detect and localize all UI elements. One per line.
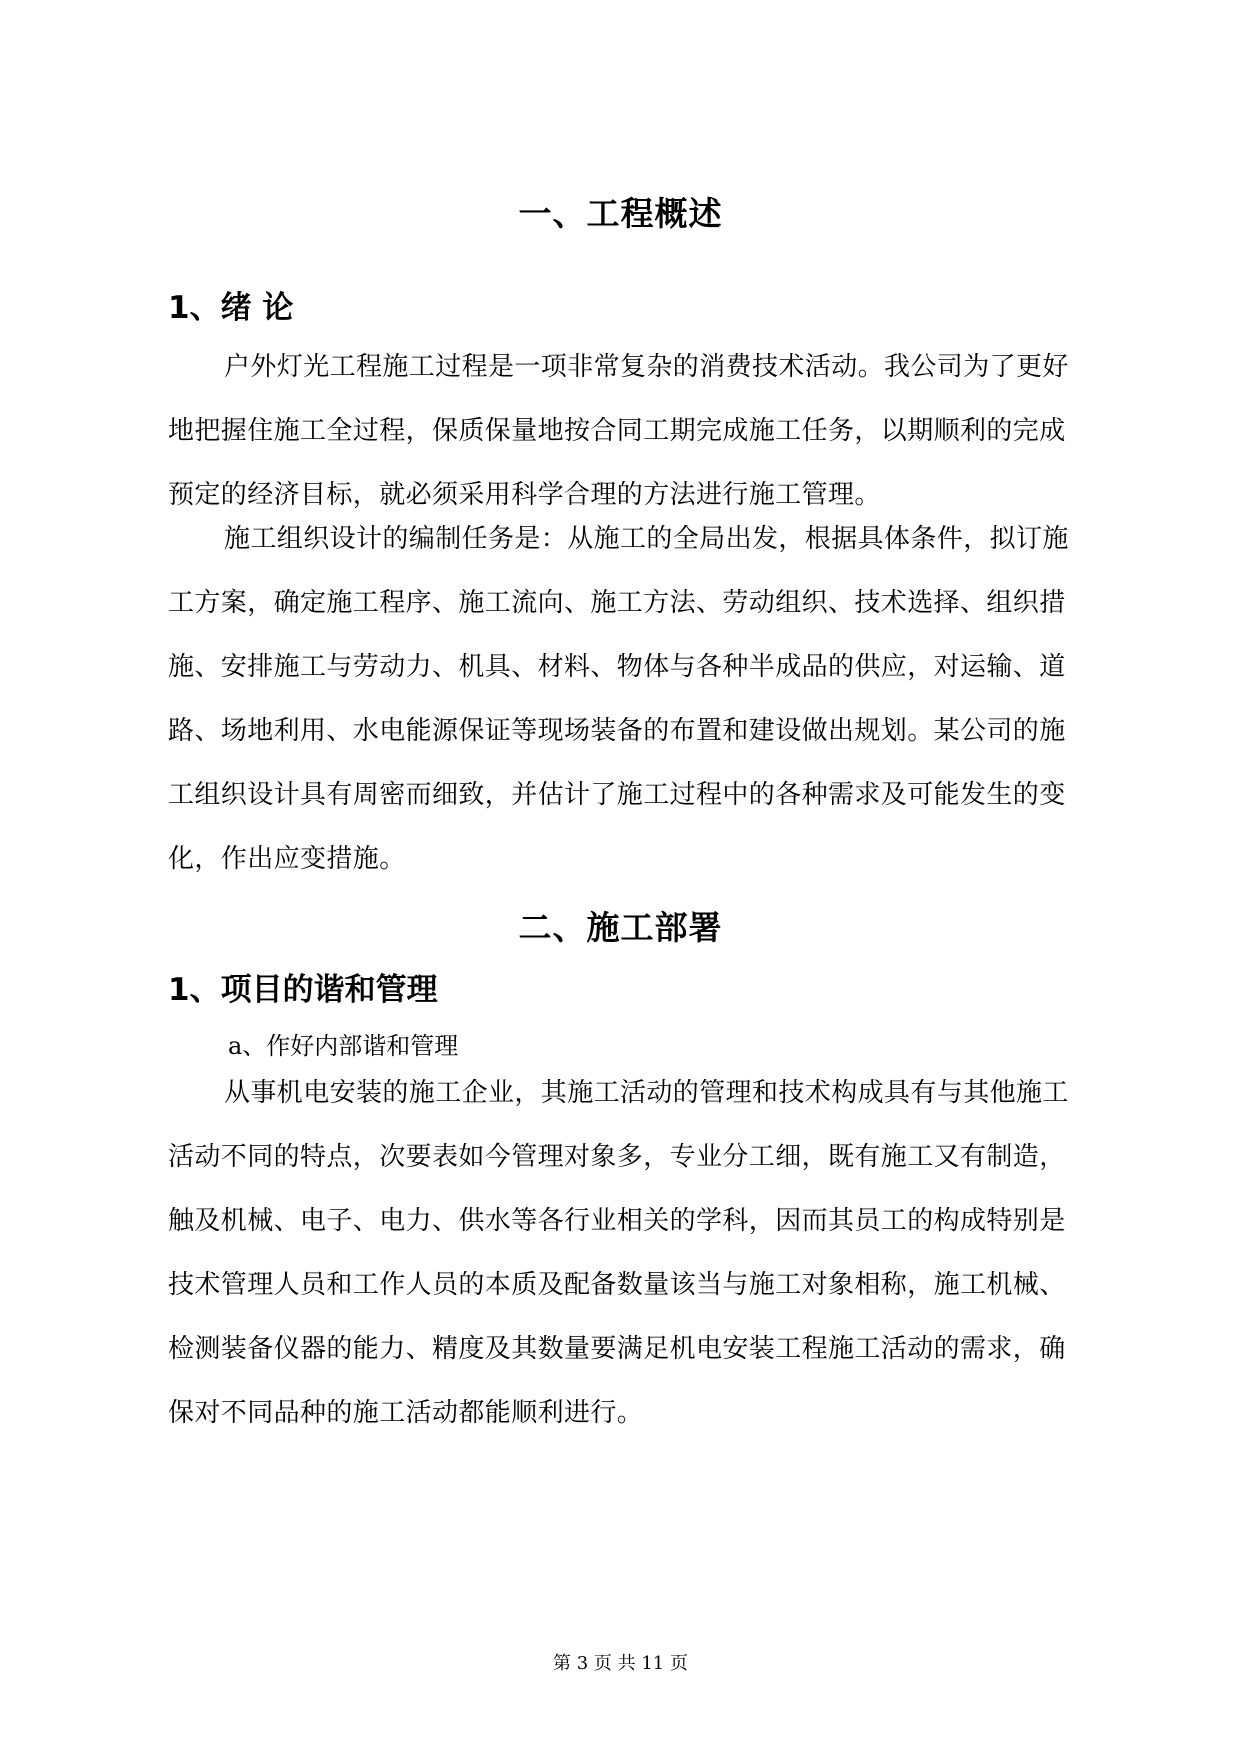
section-1-subsection-title: 1、绪 论 <box>168 290 294 326</box>
section-1-paragraph-1: 户外灯光工程施工过程是一项非常复杂的消费技术活动。我公司为了更好地把握住施工全过程，保质保量地按合同工期完成施工任务，以期顺利的完成预定的经济目标，就必须采用科学合理的方法进行施工管理。 <box>168 352 1069 510</box>
section-2-paragraph-1: 从事机电安装的施工企业，其施工活动的管理和技术构成具有与其他施工活动不同的特点，次要表如今管理对象多，专业分工细，既有施工又有制造，触及机械、电子、电力、供水等各行业相关的学科，因而其员工的构成特别是技术管理人员和工作人员的本质及配备数量该当与施工对象相称，施工机械、检测装备仪器的能力、精度及其数量要满足机电安装工程施工活动的需求，确保对不同品种的施工活动都能顺利进行。 <box>168 1078 1069 1428</box>
section-2-item-a: a、作好内部谐和管理 <box>228 1032 459 1060</box>
page-footer: 第 3 页 共 11 页 <box>553 1653 688 1674</box>
section-2-title: 二、施工部署 <box>518 908 723 947</box>
section-1-paragraph-2: 施工组织设计的编制任务是：从施工的全局出发，根据具体条件，拟订施工方案，确定施工程序、施工流向、施工方法、劳动组织、技术选择、组织措施、安排施工与劳动力、机具、材料、物体与各种半成品的供应，对运输、道路、场地利用、水电能源保证等现场装备的布置和建设做出规划。某公司的施工组织设计具有周密而细致，并估计了施工过程中的各种需求及可能发生的变化，作出应变措施。 <box>168 524 1069 874</box>
section-2-subsection-title: 1、项目的谐和管理 <box>168 972 438 1008</box>
section-1-title: 一、工程概述 <box>518 194 723 233</box>
